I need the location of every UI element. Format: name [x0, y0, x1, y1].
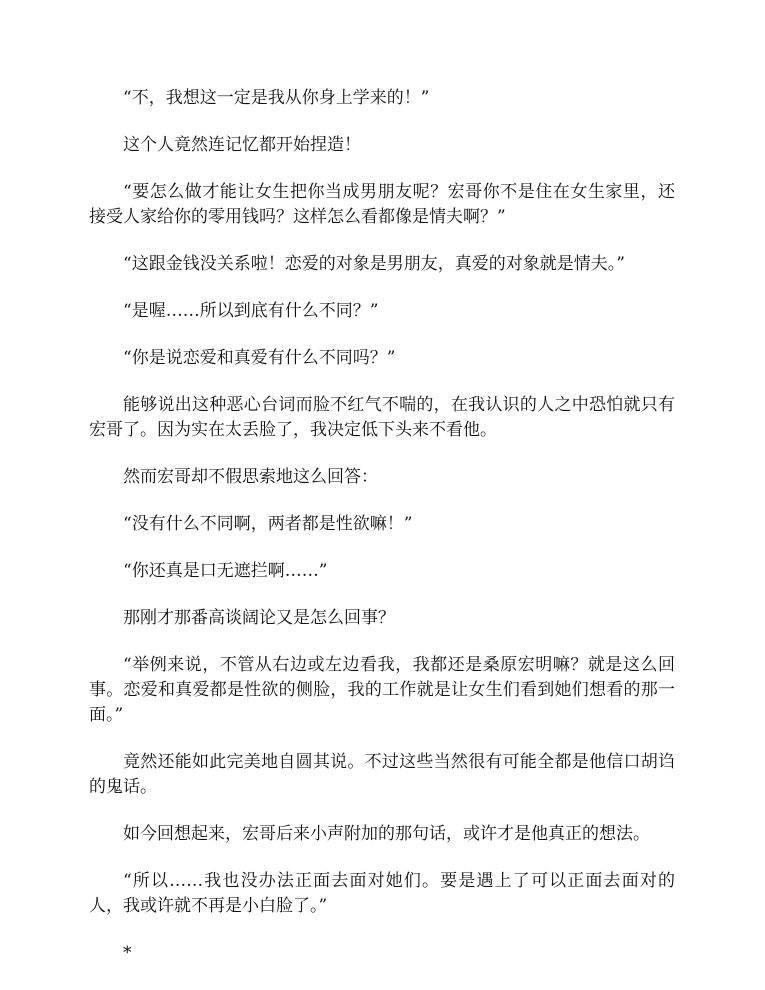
paragraph: 如今回想起来，宏哥后来小声附加的那句话，或许才是他真正的想法。	[123, 824, 650, 844]
paragraph: “不，我想这一定是我从你身上学来的！”	[123, 88, 430, 108]
paragraph: “没有什么不同啊，两者都是性欲嘛！”	[123, 514, 413, 534]
paragraph: “举例来说，不管从右边或左边看我，我都还是桑原宏明嘛？就是这么回事。恋爱和真爱都是性欲的侧脸，我的工作就是让女生们看到她们想看的那一面。”	[89, 655, 675, 725]
paragraph: “你还真是口无遮拦啊……”	[123, 561, 328, 581]
paragraph: 这个人竟然连记忆都开始捏造！	[123, 135, 361, 155]
paragraph: 那刚才那番高谈阔论又是怎么回事？	[123, 608, 395, 628]
paragraph: “是喔……所以到底有什么不同？”	[123, 301, 379, 321]
paragraph: 能够说出这种恶心台词而脸不红气不喘的，在我认识的人之中恐怕就只有宏哥了。因为实在太丢脸了，我决定低下头来不看他。	[89, 395, 675, 440]
paragraph: “所以……我也没办法正面去面对她们。要是遇上了可以正面去面对的人，我或许就不再是小白脸了。”	[89, 871, 675, 916]
paragraph: 然而宏哥却不假思索地这么回答：	[123, 467, 378, 487]
paragraph: “你是说恋爱和真爱有什么不同吗？”	[123, 348, 396, 368]
document-body	[89, 86, 675, 988]
paragraph: 竟然还能如此完美地自圆其说。不过这些当然很有可能全都是他信口胡诌的鬼话。	[89, 752, 675, 797]
paragraph: “这跟金钱没关系啦！恋爱的对象是男朋友，真爱的对象就是情夫。”	[123, 254, 625, 274]
section-break-marker: *	[123, 943, 132, 963]
paragraph: “要怎么做才能让女生把你当成男朋友呢？宏哥你不是住在女生家里，还接受人家给你的零用钱吗？这样怎么看都像是情夫啊？”	[89, 182, 675, 227]
